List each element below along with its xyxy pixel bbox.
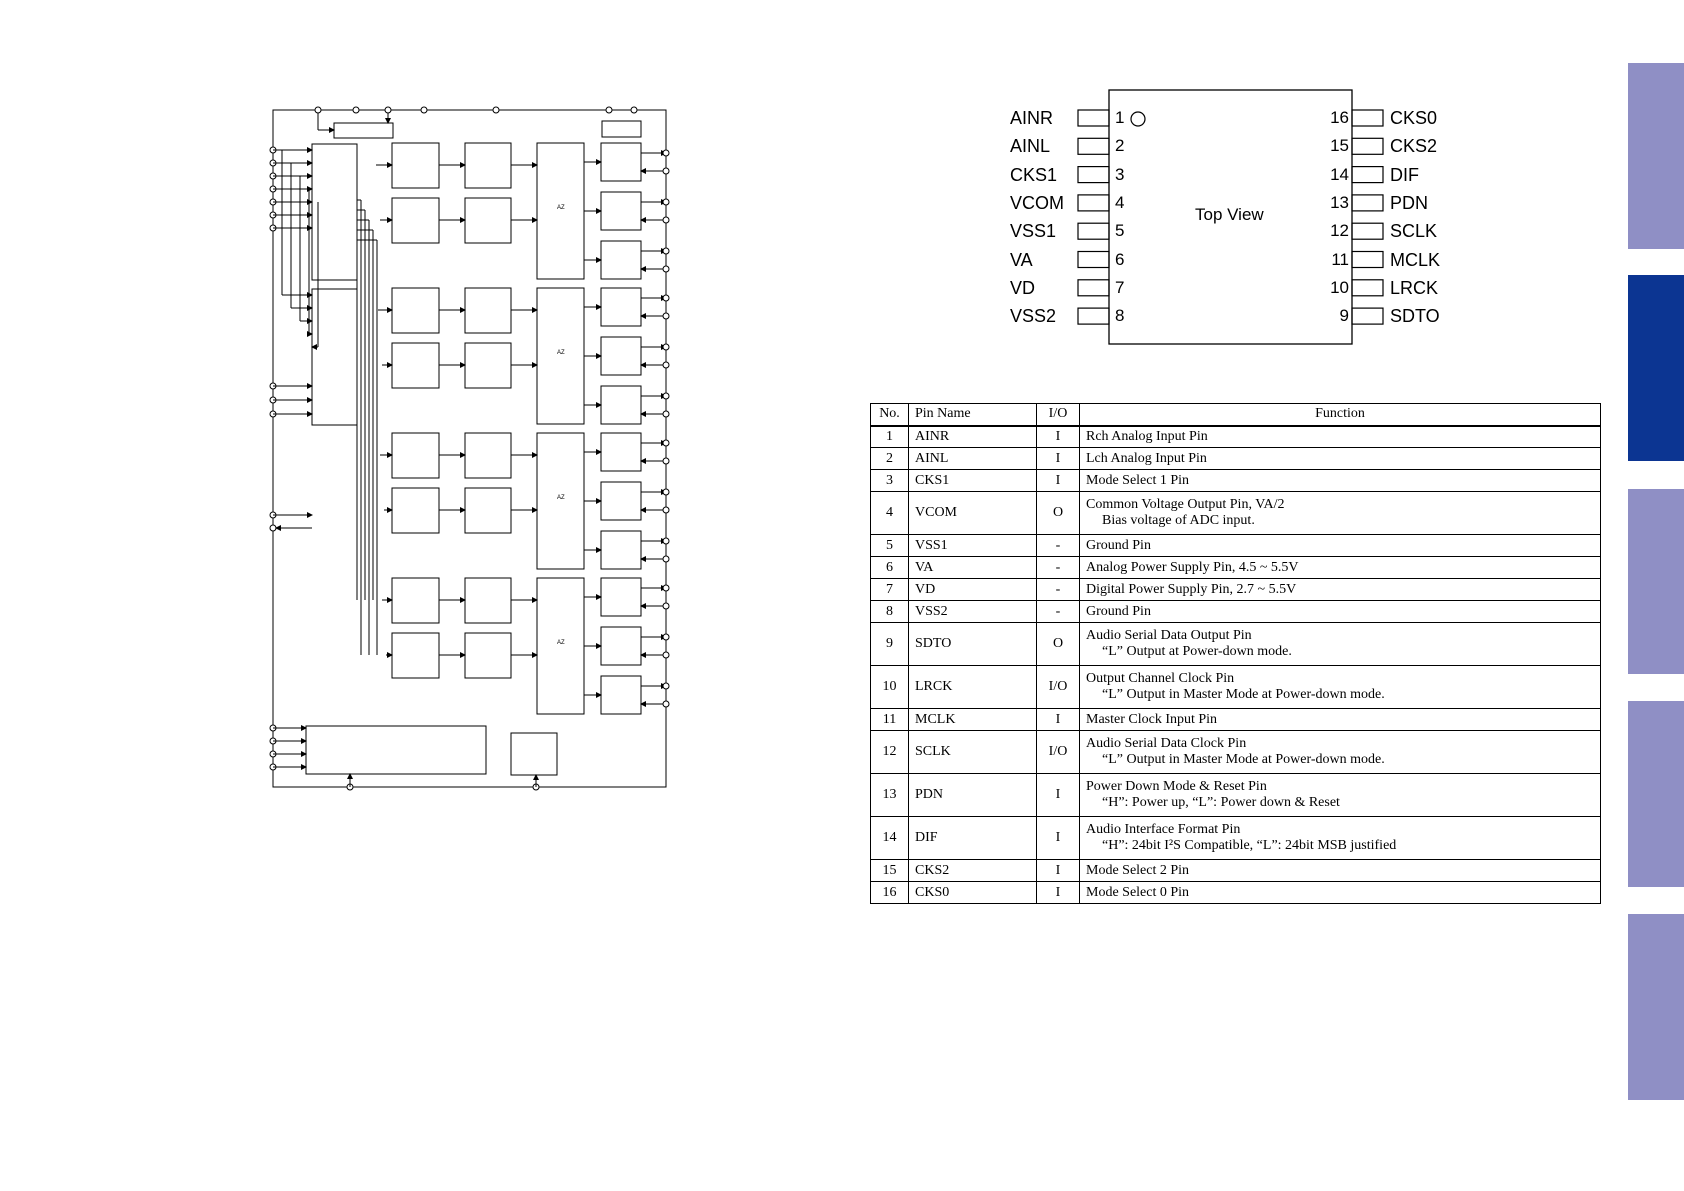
- pin-number-left: 6: [1115, 249, 1125, 269]
- cell-no: 4: [871, 492, 909, 535]
- cell-no: 16: [871, 882, 909, 904]
- pin-name-left: CKS1: [1010, 164, 1058, 185]
- cell-pin-name: VSS1: [909, 535, 1037, 557]
- diagram-terminal: [663, 411, 669, 417]
- pin-name-left: AINL: [1010, 136, 1051, 157]
- table-row: [871, 774, 1601, 817]
- diagram-block: [511, 733, 557, 775]
- cell-function: [1080, 666, 1601, 709]
- cell-io: I: [1037, 774, 1080, 817]
- cell-no: 9: [871, 623, 909, 666]
- diagram-block: [465, 633, 511, 678]
- cell-function: [1080, 579, 1601, 601]
- function-text: Mode Select 0 Pin: [1086, 884, 1190, 900]
- pin-stub-left: [1078, 195, 1109, 211]
- table-row: [871, 492, 1601, 535]
- table-row: [871, 623, 1601, 666]
- cell-function: [1080, 601, 1601, 623]
- diagram-terminal: [663, 538, 669, 544]
- cell-no: 1: [871, 426, 909, 448]
- cell-function: [1080, 774, 1601, 817]
- svg-text:AZ: AZ: [557, 350, 565, 356]
- cell-no: 14: [871, 817, 909, 860]
- pin-number-right: 13: [1330, 192, 1349, 212]
- diagram-block: [392, 633, 439, 678]
- function-text-detail: “L” Output in Master Mode at Power-down mode.: [1102, 687, 1385, 702]
- pin-name-left: VCOM: [1010, 192, 1064, 213]
- cell-io: I/O: [1037, 731, 1080, 774]
- cell-function: [1080, 623, 1601, 666]
- pin-stub-left: [1078, 308, 1109, 324]
- cell-no: 3: [871, 470, 909, 492]
- pin-number-left: 8: [1115, 306, 1125, 326]
- cell-io: I/O: [1037, 666, 1080, 709]
- side-tab-4[interactable]: [1628, 701, 1684, 887]
- diagram-block: [465, 488, 511, 533]
- diagram-block: [601, 433, 641, 471]
- pin-stub-left: [1078, 167, 1109, 183]
- cell-pin-name: AINR: [909, 426, 1037, 448]
- pin-number-left: 5: [1115, 221, 1125, 241]
- cell-pin-name: CKS0: [909, 882, 1037, 904]
- cell-no: 15: [871, 860, 909, 882]
- diagram-terminal: [663, 393, 669, 399]
- diagram-terminal: [663, 652, 669, 658]
- pin-number-left: 2: [1115, 136, 1125, 156]
- function-text: Digital Power Supply Pin, 2.7 ~ 5.5V: [1086, 581, 1297, 597]
- pin-name-right: DIF: [1390, 164, 1419, 185]
- cell-no: 10: [871, 666, 909, 709]
- header-no: No.: [871, 404, 909, 426]
- diagram-terminal: [663, 440, 669, 446]
- cell-io: I: [1037, 448, 1080, 470]
- pin-stub-right: [1352, 223, 1383, 239]
- pin-stub-left: [1078, 138, 1109, 154]
- table-row: [871, 535, 1601, 557]
- cell-io: -: [1037, 579, 1080, 601]
- pin-stub-right: [1352, 138, 1383, 154]
- table-row: [871, 817, 1601, 860]
- diagram-block: [465, 578, 511, 623]
- pin-name-left: AINR: [1010, 108, 1054, 128]
- cell-function: [1080, 709, 1601, 731]
- function-text-detail: “L” Output at Power-down mode.: [1102, 644, 1292, 659]
- pin-stub-right: [1352, 252, 1383, 268]
- cell-io: I: [1037, 426, 1080, 448]
- cell-pin-name: CKS2: [909, 860, 1037, 882]
- pin-stub-right: [1352, 195, 1383, 211]
- pin-name-right: LRCK: [1390, 277, 1439, 298]
- diagram-terminal: [663, 683, 669, 689]
- diagram-terminal: [663, 585, 669, 591]
- diagram-block: [392, 578, 439, 623]
- cell-io: O: [1037, 623, 1080, 666]
- pin-number-left: 1: [1115, 108, 1125, 127]
- table-row: [871, 557, 1601, 579]
- table-row: [871, 579, 1601, 601]
- table-row: [871, 470, 1601, 492]
- cell-no: 13: [871, 774, 909, 817]
- table-header-row: [871, 404, 1601, 426]
- function-text: Audio Serial Data Output Pin: [1086, 628, 1252, 643]
- diagram-block: [537, 578, 584, 714]
- side-tab-2[interactable]: [1628, 275, 1684, 461]
- header-pin-name: Pin Name: [909, 404, 1037, 426]
- pin-name-right: MCLK: [1390, 249, 1441, 270]
- diagram-terminal: [663, 458, 669, 464]
- pin-stub-right: [1352, 110, 1383, 126]
- pin-number-right: 11: [1331, 249, 1349, 269]
- diagram-block: [601, 482, 641, 520]
- top-view-label: Top View: [1195, 205, 1264, 224]
- pin-stub-left: [1078, 280, 1109, 296]
- diagram-block: [601, 676, 641, 714]
- diagram-terminal: [663, 507, 669, 513]
- cell-no: 2: [871, 448, 909, 470]
- cell-pin-name: MCLK: [909, 709, 1037, 731]
- function-text-detail: “L” Output in Master Mode at Power-down mode.: [1102, 752, 1385, 767]
- cell-pin-name: SCLK: [909, 731, 1037, 774]
- pin-name-right: SDTO: [1390, 306, 1440, 327]
- function-text: Lch Analog Input Pin: [1086, 450, 1207, 466]
- function-text: Analog Power Supply Pin, 4.5 ~ 5.5V: [1086, 559, 1299, 575]
- cell-function: [1080, 860, 1601, 882]
- diagram-terminal: [663, 701, 669, 707]
- pin-number-right: 16: [1330, 108, 1349, 127]
- cell-no: 5: [871, 535, 909, 557]
- cell-function: [1080, 817, 1601, 860]
- cell-pin-name: VSS2: [909, 601, 1037, 623]
- function-text: Mode Select 1 Pin: [1086, 472, 1190, 488]
- diagram-block: [392, 488, 439, 533]
- cell-no: 6: [871, 557, 909, 579]
- table-row: [871, 666, 1601, 709]
- pin-number-right: 10: [1330, 277, 1349, 297]
- side-tab-1[interactable]: [1628, 63, 1684, 249]
- cell-function: [1080, 535, 1601, 557]
- pin-number-right: 9: [1339, 306, 1349, 326]
- function-text: Output Channel Clock Pin: [1086, 671, 1235, 686]
- diagram-block: [601, 578, 641, 616]
- table-row: [871, 860, 1601, 882]
- pin-name-left: VA: [1010, 249, 1033, 270]
- function-text-detail: “H”: 24bit I²S Compatible, “L”: 24bit MSB justified: [1102, 838, 1397, 853]
- cell-io: I: [1037, 709, 1080, 731]
- cell-no: 8: [871, 601, 909, 623]
- pin-number-right: 15: [1330, 136, 1349, 156]
- diagram-block: [537, 433, 584, 569]
- cell-pin-name: VCOM: [909, 492, 1037, 535]
- pin-number-left: 3: [1115, 164, 1125, 184]
- function-text: Rch Analog Input Pin: [1086, 428, 1208, 444]
- cell-function: [1080, 731, 1601, 774]
- function-text: Common Voltage Output Pin, VA/2: [1086, 497, 1285, 512]
- pin-name-right: PDN: [1390, 192, 1429, 213]
- cell-pin-name: VA: [909, 557, 1037, 579]
- diagram-block: [601, 386, 641, 424]
- cell-pin-name: AINL: [909, 448, 1037, 470]
- side-tab-5[interactable]: [1628, 914, 1684, 1100]
- table-row: [871, 709, 1601, 731]
- function-text: Ground Pin: [1086, 603, 1151, 619]
- cell-io: I: [1037, 817, 1080, 860]
- header-function: Function: [1080, 404, 1601, 426]
- function-text: Master Clock Input Pin: [1086, 711, 1218, 727]
- pin-stub-right: [1352, 308, 1383, 324]
- pin-number-right: 12: [1330, 221, 1349, 241]
- diagram-terminal: [663, 489, 669, 495]
- table-row: [871, 882, 1601, 904]
- svg-text:AZ: AZ: [557, 640, 565, 646]
- pin-stub-right: [1352, 167, 1383, 183]
- pin-number-right: 14: [1330, 164, 1349, 184]
- function-text: Mode Select 2 Pin: [1086, 862, 1190, 878]
- cell-io: -: [1037, 535, 1080, 557]
- pin-number-left: 4: [1115, 192, 1125, 212]
- function-text-detail: Bias voltage of ADC input.: [1102, 513, 1255, 528]
- side-tab-3[interactable]: [1628, 489, 1684, 674]
- diagram-terminal: [663, 362, 669, 368]
- svg-text:AZ: AZ: [557, 205, 565, 211]
- cell-no: 11: [871, 709, 909, 731]
- cell-function: [1080, 882, 1601, 904]
- cell-io: O: [1037, 492, 1080, 535]
- cell-pin-name: DIF: [909, 817, 1037, 860]
- pin-function-table: [870, 403, 1601, 904]
- pin-number-left: 7: [1115, 277, 1125, 297]
- diagram-terminal: [663, 634, 669, 640]
- pin-name-left: VSS1: [1010, 221, 1057, 242]
- pin-name-right: CKS2: [1390, 136, 1438, 157]
- diagram-block: [465, 433, 511, 478]
- function-text-detail: “H”: Power up, “L”: Power down & Reset: [1102, 795, 1340, 810]
- cell-function: [1080, 448, 1601, 470]
- pin-name-right: CKS0: [1390, 108, 1438, 128]
- function-text: Ground Pin: [1086, 537, 1151, 553]
- svg-text:AZ: AZ: [557, 495, 565, 501]
- pin-name-left: VSS2: [1010, 306, 1057, 327]
- cell-no: 7: [871, 579, 909, 601]
- table-row: [871, 731, 1601, 774]
- pin-stub-left: [1078, 252, 1109, 268]
- cell-io: I: [1037, 882, 1080, 904]
- diagram-block: [601, 627, 641, 665]
- function-text: Audio Interface Format Pin: [1086, 822, 1241, 837]
- pin-stub-right: [1352, 280, 1383, 296]
- diagram-block: [306, 726, 486, 774]
- table-row: [871, 448, 1601, 470]
- cell-pin-name: LRCK: [909, 666, 1037, 709]
- cell-pin-name: VD: [909, 579, 1037, 601]
- diagram-terminal: [270, 525, 276, 531]
- pin-stub-left: [1078, 110, 1109, 126]
- cell-no: 12: [871, 731, 909, 774]
- pin1-marker: [1131, 112, 1145, 126]
- cell-pin-name: CKS1: [909, 470, 1037, 492]
- cell-pin-name: PDN: [909, 774, 1037, 817]
- pin-stub-left: [1078, 223, 1109, 239]
- cell-function: [1080, 492, 1601, 535]
- table-row: [871, 601, 1601, 623]
- table-row: [871, 426, 1601, 448]
- header-io: I/O: [1037, 404, 1080, 426]
- cell-function: [1080, 557, 1601, 579]
- function-text: Audio Serial Data Clock Pin: [1086, 736, 1247, 751]
- cell-io: I: [1037, 860, 1080, 882]
- cell-function: [1080, 426, 1601, 448]
- cell-function: [1080, 470, 1601, 492]
- cell-io: -: [1037, 557, 1080, 579]
- diagram-terminal: [663, 603, 669, 609]
- cell-io: I: [1037, 470, 1080, 492]
- diagram-terminal: [663, 556, 669, 562]
- cell-pin-name: SDTO: [909, 623, 1037, 666]
- diagram-block: [601, 531, 641, 569]
- function-text: Power Down Mode & Reset Pin: [1086, 779, 1267, 794]
- pin-name-right: SCLK: [1390, 221, 1438, 242]
- pin-name-left: VD: [1010, 277, 1036, 298]
- cell-io: -: [1037, 601, 1080, 623]
- diagram-block: [392, 433, 439, 478]
